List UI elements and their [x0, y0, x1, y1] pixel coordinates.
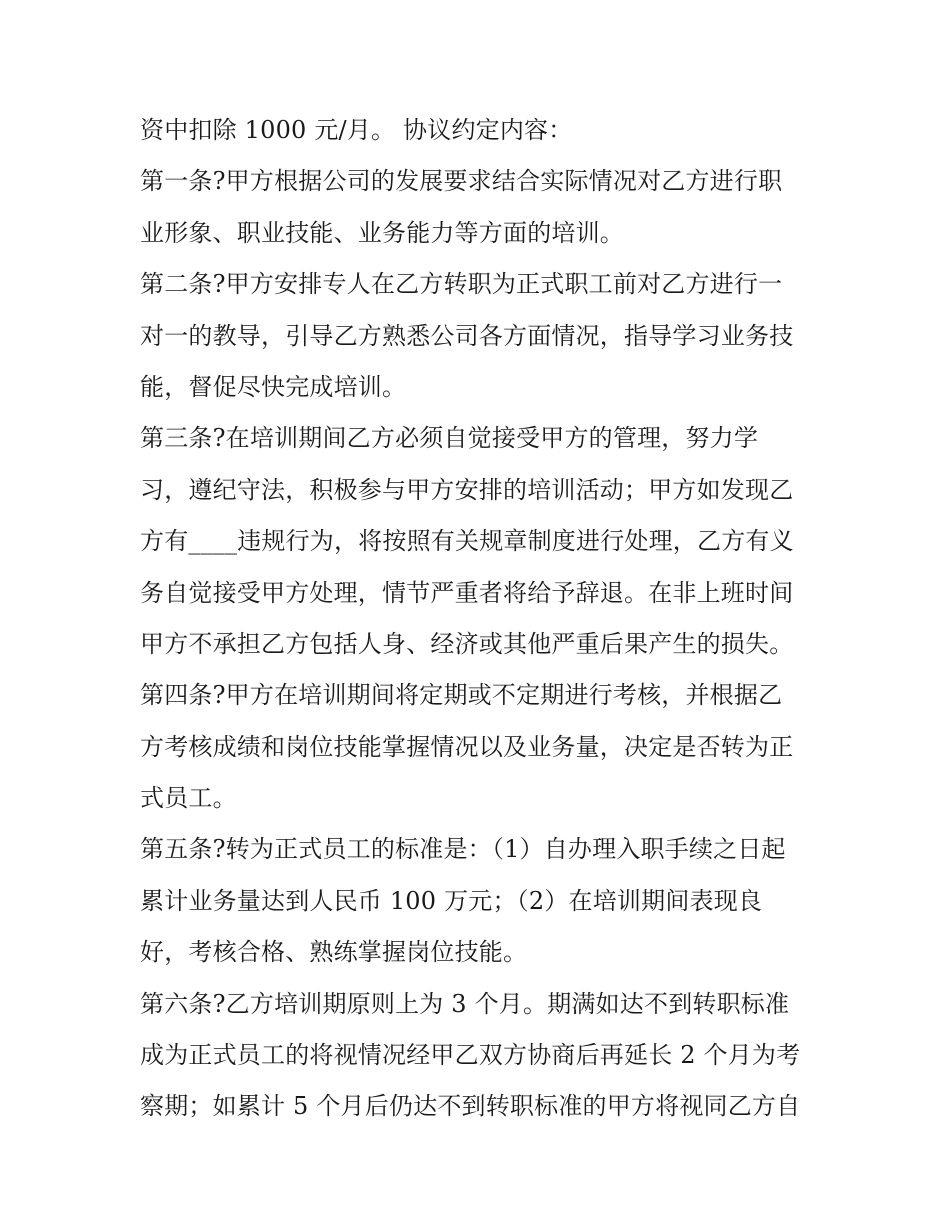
text-line: 甲方不承担乙方包括人身、经济或其他严重后果产生的损失。	[140, 629, 794, 658]
text-line: 好，考核合格、熟练掌握岗位技能。	[140, 938, 528, 967]
text-line: 察期；如累计 5 个月后仍达不到转职标准的甲方将视同乙方自	[140, 1092, 801, 1121]
text-line: 累计业务量达到人民币 100 万元；（2）在培训期间表现良	[140, 886, 763, 915]
text-line: 第三条?在培训期间乙方必须自觉接受甲方的管理，努力学	[140, 424, 759, 453]
text-line: 务自觉接受甲方处理，情节严重者将给予辞退。在非上班时间	[140, 578, 794, 607]
text-line: 对一的教导，引导乙方熟悉公司各方面情况，指导学习业务技	[140, 321, 794, 350]
text-line: 资中扣除 1000 元/月。 协议约定内容：	[140, 116, 573, 144]
text-line: 业形象、职业技能、业务能力等方面的培训。	[140, 218, 624, 247]
text-line: 方有____违规行为，将按照有关规章制度进行处理，乙方有义	[140, 527, 794, 556]
text-line: 习，遵纪守法，积极参与甲方安排的培训活动；甲方如发现乙	[140, 475, 794, 504]
agreement-text	[140, 112, 820, 1140]
text-line: 第二条?甲方安排专人在乙方转职为正式职工前对乙方进行一	[140, 270, 783, 299]
text-line: 第六条?乙方培训期原则上为 3 个月。期满如达不到转职标准	[140, 989, 790, 1018]
text-line: 第五条?转为正式员工的标准是：（1）自办理入职手续之日起	[140, 835, 786, 864]
text-line: 第一条?甲方根据公司的发展要求结合实际情况对乙方进行职	[140, 167, 783, 196]
text-line: 方考核成绩和岗位技能掌握情况以及业务量，决定是否转为正	[140, 732, 794, 761]
text-line: 能，督促尽快完成培训。	[140, 372, 407, 401]
text-line: 成为正式员工的将视情况经甲乙双方协商后再延长 2 个月为考	[140, 1041, 801, 1070]
text-line: 式员工。	[140, 784, 237, 813]
text-line: 第四条?甲方在培训期间将定期或不定期进行考核，并根据乙	[140, 681, 783, 710]
